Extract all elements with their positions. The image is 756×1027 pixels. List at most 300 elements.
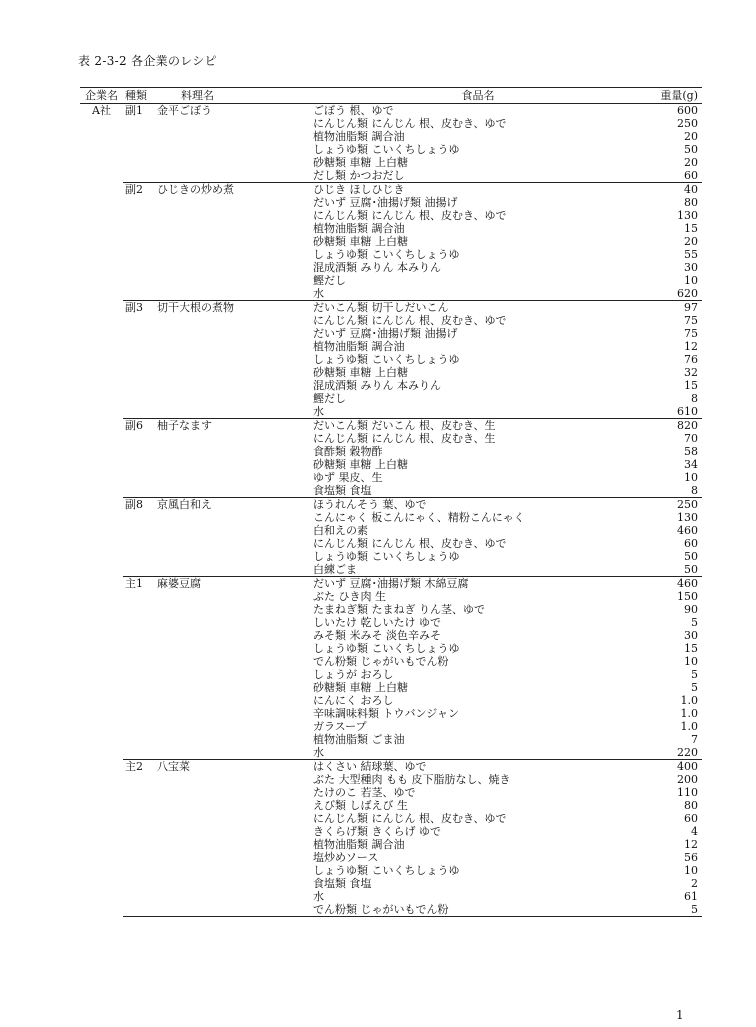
weight-cell: 15 (684, 642, 698, 655)
company-cell (80, 746, 123, 760)
page-number: 1 (676, 1008, 684, 1022)
dish-cell (155, 235, 313, 248)
weight-cell: 50 (684, 550, 698, 563)
kind-cell (123, 130, 155, 143)
weight-cell: 90 (684, 603, 698, 616)
food-cell: 水 (313, 287, 324, 300)
weight-cell: 10 (684, 864, 698, 877)
table-row (80, 314, 702, 327)
dish-cell (155, 838, 313, 851)
kind-cell (123, 563, 155, 577)
company-cell (80, 183, 123, 197)
weight-cell: 110 (677, 786, 698, 799)
food-cell: みそ類 米みそ 淡色辛みそ (313, 629, 441, 642)
weight-cell: 5 (691, 681, 698, 694)
table-row (80, 603, 702, 616)
table-header (80, 88, 702, 104)
kind-cell (123, 379, 155, 392)
food-cell: でん粉類 じゃがいもでん粉 (313, 655, 449, 668)
company-cell (80, 537, 123, 550)
kind-cell: 副2 (123, 183, 155, 197)
table-row (80, 130, 702, 143)
company-cell (80, 340, 123, 353)
weight-cell: 32 (684, 366, 698, 379)
dish-cell (155, 890, 313, 903)
company-cell (80, 169, 123, 183)
table-row (80, 786, 702, 799)
weight-cell: 50 (684, 143, 698, 156)
food-cell: 砂糖類 車糖 上白糖 (313, 366, 408, 379)
food-cell: にんじん類 にんじん 根、皮むき、生 (313, 432, 496, 445)
dish-cell (155, 340, 313, 353)
dish-cell (155, 537, 313, 550)
table-row (80, 799, 702, 812)
kind-cell (123, 392, 155, 405)
food-cell: しょうゆ類 こいくちしょうゆ (313, 642, 460, 655)
kind-cell (123, 694, 155, 707)
food-cell: 混成酒類 みりん 本みりん (313, 261, 441, 274)
table-row (80, 366, 702, 379)
company-cell (80, 432, 123, 445)
company-cell (80, 274, 123, 287)
kind-cell (123, 851, 155, 864)
weight-cell: 20 (684, 130, 698, 143)
dish-cell (155, 392, 313, 405)
table-row (80, 183, 702, 197)
food-cell: だいず 豆腐･油揚げ類 油揚げ (313, 327, 458, 340)
dish-cell (155, 222, 313, 235)
company-cell (80, 694, 123, 707)
table-row (80, 590, 702, 603)
dish-cell (155, 603, 313, 616)
dish-cell (155, 799, 313, 812)
company-cell (80, 366, 123, 379)
company-cell (80, 563, 123, 577)
weight-cell: 250 (643, 498, 702, 512)
company-cell (80, 851, 123, 864)
header-food: 食品名 (313, 88, 643, 104)
weight-cell: 5 (691, 616, 698, 629)
kind-cell (123, 838, 155, 851)
dish-cell (155, 432, 313, 445)
weight-cell: 15 (684, 222, 698, 235)
food-cell: しょうゆ類 こいくちしょうゆ (313, 353, 460, 366)
company-cell (80, 890, 123, 903)
kind-cell (123, 196, 155, 209)
table-row (80, 261, 702, 274)
kind-cell (123, 903, 155, 917)
weight-cell: 400 (643, 760, 702, 774)
table-row (80, 209, 702, 222)
company-cell (80, 760, 123, 774)
kind-cell (123, 537, 155, 550)
table-row (80, 550, 702, 563)
table-row (80, 838, 702, 851)
food-cell: きくらげ類 きくらげ ゆで (313, 825, 441, 838)
weight-cell: 40 (643, 183, 702, 197)
kind-cell (123, 169, 155, 183)
company-cell (80, 903, 123, 917)
kind-cell (123, 274, 155, 287)
company-cell (80, 655, 123, 668)
food-cell: 鰹だし (313, 392, 346, 405)
company-cell (80, 681, 123, 694)
table-row (80, 248, 702, 261)
dish-cell (155, 668, 313, 681)
company-cell (80, 550, 123, 563)
food-cell: だいず 豆腐･油揚げ類 油揚げ (313, 196, 458, 209)
table-row (80, 156, 702, 169)
weight-cell: 460 (677, 524, 698, 537)
dish-cell (155, 655, 313, 668)
weight-cell: 30 (684, 261, 698, 274)
kind-cell (123, 261, 155, 274)
kind-cell (123, 156, 155, 169)
company-cell (80, 773, 123, 786)
weight-cell: 80 (684, 196, 698, 209)
food-cell: 白練ごま (313, 563, 357, 576)
dish-cell (155, 903, 313, 917)
food-cell: ゆず 果皮、生 (313, 471, 383, 484)
dish-cell (155, 248, 313, 261)
table-row (80, 353, 702, 366)
kind-cell (123, 590, 155, 603)
weight-cell: 60 (684, 169, 698, 182)
kind-cell (123, 825, 155, 838)
company-cell (80, 314, 123, 327)
company-cell (80, 222, 123, 235)
table-row (80, 379, 702, 392)
table-row (80, 458, 702, 471)
kind-cell (123, 314, 155, 327)
weight-cell: 70 (684, 432, 698, 445)
dish-cell (155, 261, 313, 274)
food-cell: ひじき ほしひじき (313, 183, 643, 197)
kind-cell (123, 655, 155, 668)
table-row (80, 143, 702, 156)
header-dish: 料理名 (155, 88, 313, 104)
table-row (80, 537, 702, 550)
table-row (80, 733, 702, 746)
kind-cell (123, 890, 155, 903)
company-cell (80, 799, 123, 812)
food-cell: ぶた ひき肉 生 (313, 590, 386, 603)
dish-cell (155, 812, 313, 825)
table-row (80, 511, 702, 524)
company-cell: A社 (92, 104, 111, 117)
dish-cell (155, 616, 313, 629)
dish-cell (155, 707, 313, 720)
company-cell (80, 327, 123, 340)
table-row (80, 616, 702, 629)
dish-cell (155, 590, 313, 603)
dish-cell (155, 287, 313, 301)
weight-cell: 7 (691, 733, 698, 746)
weight-cell: 150 (677, 590, 698, 603)
kind-cell (123, 707, 155, 720)
food-cell: しょうが おろし (313, 668, 394, 681)
kind-cell (123, 681, 155, 694)
kind-cell: 副8 (123, 498, 155, 512)
kind-cell (123, 511, 155, 524)
weight-cell: 12 (684, 340, 698, 353)
weight-cell: 620 (677, 287, 698, 300)
table-row (80, 169, 702, 183)
table-row (80, 432, 702, 445)
company-cell (80, 786, 123, 799)
dish-cell (155, 169, 313, 183)
weight-cell: 56 (684, 851, 698, 864)
table-row (80, 707, 702, 720)
weight-cell: 1.0 (680, 720, 698, 733)
kind-cell (123, 877, 155, 890)
kind-cell (123, 366, 155, 379)
kind-cell (123, 287, 155, 301)
dish-cell (155, 130, 313, 143)
dish-cell (155, 681, 313, 694)
kind-cell: 副3 (123, 301, 155, 315)
weight-cell: 55 (684, 248, 698, 261)
company-cell (80, 733, 123, 746)
table-row (80, 222, 702, 235)
dish-cell (155, 629, 313, 642)
recipe-table (80, 87, 702, 917)
company-cell (80, 825, 123, 838)
kind-cell: 主2 (123, 760, 155, 774)
table-row (80, 694, 702, 707)
kind-cell (123, 432, 155, 445)
dish-cell (155, 550, 313, 563)
food-cell: でん粉類 じゃがいもでん粉 (313, 903, 643, 917)
kind-cell (123, 629, 155, 642)
weight-cell: 60 (684, 537, 698, 550)
dish-cell (155, 366, 313, 379)
weight-cell: 610 (677, 405, 698, 418)
food-cell: はくさい 結球葉、ゆで (313, 760, 643, 774)
kind-cell (123, 746, 155, 760)
kind-cell (123, 445, 155, 458)
dish-cell (155, 458, 313, 471)
kind-cell (123, 786, 155, 799)
table-row (80, 812, 702, 825)
food-cell: しょうゆ類 こいくちしょうゆ (313, 550, 460, 563)
table-row (80, 903, 702, 917)
dish-cell (155, 471, 313, 484)
table-row (80, 655, 702, 668)
dish-cell (155, 851, 313, 864)
food-cell: 辛味調味料類 トウバンジャン (313, 707, 460, 720)
dish-cell (155, 445, 313, 458)
dish-cell (155, 484, 313, 498)
dish-cell (155, 773, 313, 786)
table-row (80, 864, 702, 877)
dish-cell: ひじきの炒め煮 (155, 183, 313, 197)
table-row (80, 392, 702, 405)
food-cell: 砂糖類 車糖 上白糖 (313, 681, 408, 694)
weight-cell: 5 (643, 903, 702, 917)
kind-cell (123, 773, 155, 786)
food-cell: 植物油脂類 ごま油 (313, 733, 405, 746)
weight-cell: 220 (677, 746, 698, 759)
table-row (80, 524, 702, 537)
weight-cell: 75 (684, 314, 698, 327)
table-row (80, 274, 702, 287)
dish-cell: 麻婆豆腐 (155, 577, 313, 591)
weight-cell: 76 (684, 353, 698, 366)
company-cell (80, 419, 123, 433)
kind-cell (123, 209, 155, 222)
table-row (80, 890, 702, 903)
dish-cell (155, 314, 313, 327)
table-row (80, 301, 702, 315)
weight-cell: 8 (691, 484, 698, 497)
dish-cell (155, 511, 313, 524)
dish-cell (155, 117, 313, 130)
table-row (80, 851, 702, 864)
food-cell: しょうゆ類 こいくちしょうゆ (313, 864, 460, 877)
dish-cell (155, 720, 313, 733)
company-cell (80, 864, 123, 877)
kind-cell (123, 248, 155, 261)
kind-cell (123, 550, 155, 563)
weight-cell: 130 (677, 511, 698, 524)
weight-cell: 20 (684, 156, 698, 169)
weight-cell: 30 (684, 629, 698, 642)
company-cell (80, 590, 123, 603)
kind-cell (123, 143, 155, 156)
food-cell: にんじん類 にんじん 根、皮むき、ゆで (313, 314, 507, 327)
kind-cell (123, 720, 155, 733)
weight-cell: 200 (677, 773, 698, 786)
company-cell (80, 287, 123, 301)
table-row (80, 681, 702, 694)
table-row (80, 484, 702, 498)
table-row (80, 563, 702, 577)
food-cell: 塩炒めソース (313, 851, 379, 864)
kind-cell (123, 340, 155, 353)
company-cell (80, 812, 123, 825)
table-row (80, 498, 702, 512)
kind-cell (123, 235, 155, 248)
company-cell (80, 498, 123, 512)
food-cell: こんにゃく 板こんにゃく、精粉こんにゃく (313, 511, 525, 524)
weight-cell: 75 (684, 327, 698, 340)
company-cell (80, 301, 123, 315)
weight-cell: 2 (691, 877, 698, 890)
food-cell: だいこん類 切干しだいこん (313, 301, 643, 315)
weight-cell: 1.0 (680, 707, 698, 720)
food-cell: 混成酒類 みりん 本みりん (313, 379, 441, 392)
table-row (80, 117, 702, 130)
food-cell: 鰹だし (313, 274, 346, 287)
company-cell (80, 511, 123, 524)
dish-cell: 京風白和え (155, 498, 313, 512)
weight-cell: 60 (684, 812, 698, 825)
food-cell: たけのこ 若茎、ゆで (313, 786, 416, 799)
weight-cell: 61 (684, 890, 698, 903)
kind-cell (123, 524, 155, 537)
dish-cell (155, 733, 313, 746)
kind-cell (123, 642, 155, 655)
header-row (80, 88, 702, 104)
food-cell: にんじん類 にんじん 根、皮むき、ゆで (313, 117, 507, 130)
table-row (80, 877, 702, 890)
food-cell: ほうれんそう 葉、ゆで (313, 498, 643, 512)
kind-cell (123, 812, 155, 825)
food-cell: えび類 しばえび 生 (313, 799, 408, 812)
dish-cell (155, 143, 313, 156)
food-cell: だいず 豆腐･油揚げ類 木綿豆腐 (313, 577, 643, 591)
company-cell (80, 838, 123, 851)
food-cell: にんじん類 にんじん 根、皮むき、ゆで (313, 812, 507, 825)
dish-cell (155, 746, 313, 760)
table-caption: 表 2-3-2 各企業のレシピ (78, 54, 217, 68)
food-cell: ガラスープ (313, 720, 367, 733)
weight-cell: 15 (684, 379, 698, 392)
dish-cell (155, 877, 313, 890)
kind-cell (123, 733, 155, 746)
kind-cell (123, 222, 155, 235)
company-cell (80, 720, 123, 733)
kind-cell (123, 471, 155, 484)
table-row (80, 287, 702, 301)
food-cell: 食塩類 食塩 (313, 484, 372, 497)
kind-cell (123, 405, 155, 419)
weight-cell: 80 (684, 799, 698, 812)
food-cell: しょうゆ類 こいくちしょうゆ (313, 248, 460, 261)
kind-cell (123, 117, 155, 130)
food-cell: 白和えの素 (313, 524, 368, 537)
table-row (80, 235, 702, 248)
table-row (80, 629, 702, 642)
table-row (80, 577, 702, 591)
weight-cell: 10 (684, 655, 698, 668)
weight-cell: 4 (691, 825, 698, 838)
kind-cell (123, 327, 155, 340)
dish-cell (155, 156, 313, 169)
dish-cell (155, 563, 313, 577)
weight-cell: 50 (684, 563, 698, 576)
weight-cell: 12 (684, 838, 698, 851)
food-cell: たまねぎ類 たまねぎ りん茎、ゆで (313, 603, 485, 616)
company-cell (80, 603, 123, 616)
company-cell (80, 379, 123, 392)
kind-cell (123, 668, 155, 681)
dish-cell (155, 327, 313, 340)
company-cell (80, 130, 123, 143)
table-row (80, 668, 702, 681)
dish-cell (155, 642, 313, 655)
company-cell (80, 616, 123, 629)
header-weight: 重量(g) (643, 88, 702, 104)
kind-cell (123, 799, 155, 812)
table-row (80, 340, 702, 353)
dish-cell (155, 786, 313, 799)
dish-cell (155, 353, 313, 366)
table-row (80, 327, 702, 340)
dish-cell (155, 694, 313, 707)
dish-cell: 金平ごぼう (157, 104, 212, 117)
food-cell: 砂糖類 車糖 上白糖 (313, 458, 408, 471)
company-cell (80, 707, 123, 720)
weight-cell: 20 (684, 235, 698, 248)
dish-cell (155, 274, 313, 287)
food-cell: 食塩類 食塩 (313, 877, 372, 890)
company-cell (80, 642, 123, 655)
table-row (80, 419, 702, 433)
kind-cell (123, 864, 155, 877)
dish-cell (155, 524, 313, 537)
